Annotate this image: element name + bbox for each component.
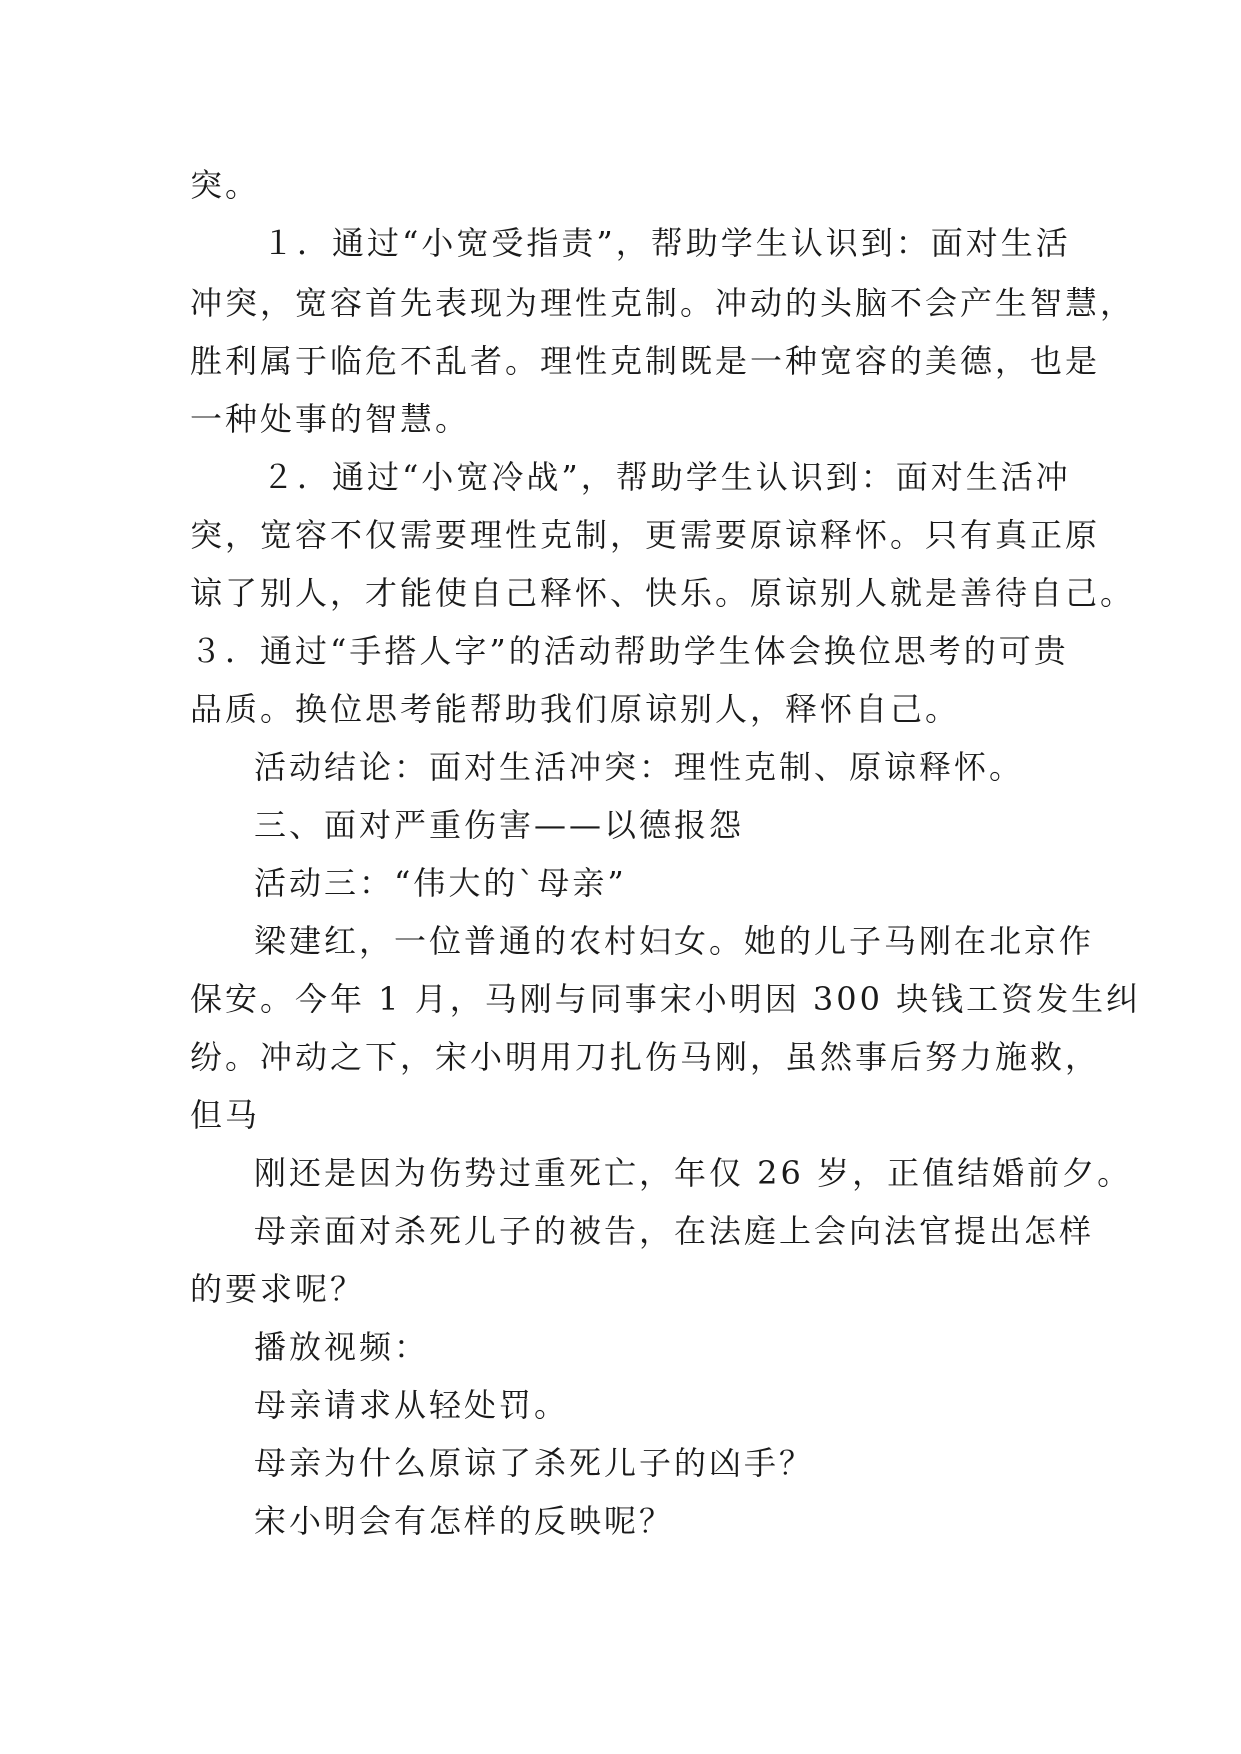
text-line: ３．通过“手搭人字”的活动帮助学生体会换位思考的可贵 bbox=[190, 632, 1069, 670]
text-line: 胜利属于临危不乱者。理性克制既是一种宽容的美德，也是 bbox=[190, 342, 1101, 380]
text-line: 突，宽容不仅需要理性克制，更需要原谅释怀。只有真正原 bbox=[190, 516, 1101, 554]
section-heading: 三、面对严重伤害——以德报怨 bbox=[254, 806, 745, 844]
text-line: 的要求呢？ bbox=[190, 1270, 366, 1308]
text-line: 保安。今年 1 月，马刚与同事宋小明因 300 块钱工资发生纠 bbox=[190, 980, 1142, 1018]
text-line: 冲突，宽容首先表现为理性克制。冲动的头脑不会产生智慧， bbox=[190, 284, 1136, 322]
text-line: 但马 bbox=[190, 1096, 261, 1134]
text-line: 谅了别人，才能使自己释怀、快乐。原谅别人就是善待自己。 bbox=[190, 574, 1136, 612]
text-line: 母亲请求从轻处罚。 bbox=[254, 1386, 570, 1424]
text-line: 纷。冲动之下，宋小明用刀扎伤马刚，虽然事后努力施救， bbox=[190, 1038, 1101, 1076]
text-line: 梁建红，一位普通的农村妇女。她的儿子马刚在北京作 bbox=[254, 922, 1095, 960]
text-line: 宋小明会有怎样的反映呢？ bbox=[254, 1502, 675, 1540]
text-line: 品质。换位思考能帮助我们原谅别人，释怀自己。 bbox=[190, 690, 961, 728]
text-line: 播放视频： bbox=[254, 1328, 430, 1366]
text-line: 突。 bbox=[190, 166, 261, 204]
text-line: ２．通过“小宽冷战”，帮助学生认识到：面对生活冲 bbox=[262, 458, 1071, 496]
text-line: 母亲为什么原谅了杀死儿子的凶手？ bbox=[254, 1444, 815, 1482]
text-line: 活动结论：面对生活冲突：理性克制、原谅释怀。 bbox=[254, 748, 1025, 786]
activity-title: 活动三：“伟大的`母亲” bbox=[254, 864, 627, 902]
text-line: １．通过“小宽受指责”，帮助学生认识到：面对生活 bbox=[262, 224, 1071, 262]
text-line: 母亲面对杀死儿子的被告，在法庭上会向法官提出怎样 bbox=[254, 1212, 1095, 1250]
text-line: 刚还是因为伤势过重死亡，年仅 26 岁，正值结婚前夕。 bbox=[254, 1154, 1133, 1192]
text-line: 一种处事的智慧。 bbox=[190, 400, 471, 438]
